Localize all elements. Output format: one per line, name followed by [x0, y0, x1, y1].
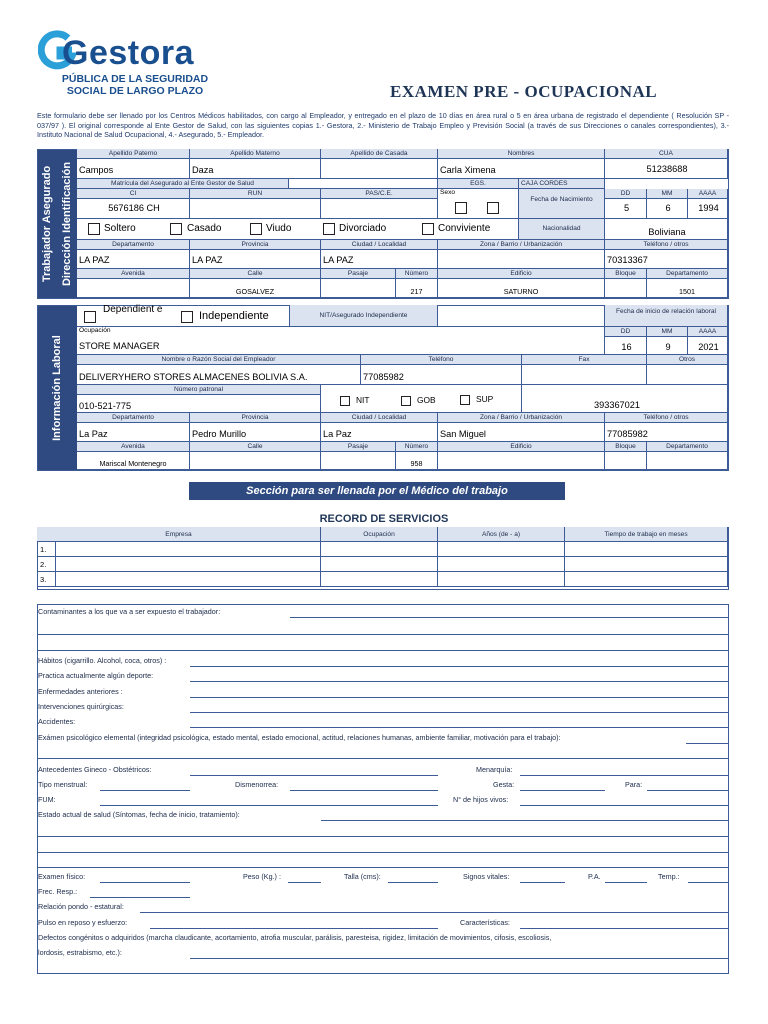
label-enfermedades: Enfermedades anteriores : [38, 687, 123, 696]
checkbox-viudo[interactable] [250, 223, 262, 235]
label-relacion: Relación pondo - estatural: [38, 902, 124, 911]
header-cua: CUA [605, 149, 728, 159]
header-telefono-empleador: Teléfono [361, 355, 522, 365]
label-defectos-2: lordosis, estrabismo, etc.): [38, 948, 122, 957]
header-nacionalidad: Nacionalidad [519, 219, 605, 240]
line-fum[interactable] [100, 805, 438, 806]
label-sup: SUP [476, 394, 494, 404]
field-numero[interactable]: 217 [396, 279, 438, 298]
header-numero: Número [396, 269, 438, 279]
header-edificio: Edificio [438, 269, 605, 279]
field-laboral-departamento[interactable]: La Paz [77, 423, 190, 442]
label-defectos: Defectos congénitos o adquiridos (marcha claudicante, acortamiento, atrofia muscular, parálisis, paresteisa, rigidez, limitación de movimientos, cifosis, escoliosis, [38, 933, 552, 942]
line-estado-salud-4[interactable] [38, 867, 728, 868]
label-menarquia: Menarquía: [476, 765, 513, 774]
label-pa: P.A. [588, 872, 601, 881]
label-pulso: Pulso en reposo y esfuerzo: [38, 918, 128, 927]
record-cell[interactable] [56, 557, 321, 572]
field-telefono-empleador[interactable]: 77085982 [361, 365, 522, 385]
record-cell[interactable] [56, 542, 321, 557]
line-menarquia[interactable] [520, 775, 728, 776]
checkbox-nit[interactable] [340, 396, 350, 406]
record-cell[interactable] [565, 557, 728, 572]
medico-section-banner: Sección para ser llenada por el Médico del trabajo [189, 482, 565, 500]
ocupacion-cell [77, 327, 605, 355]
header-provincia: Provincia [190, 240, 321, 250]
header-pas: PAS/C.E. [321, 189, 438, 199]
header-record-ocupacion: Ocupación [321, 527, 438, 542]
header-caja: CAJA CORDES [519, 179, 605, 189]
header-laboral-zona: Zona / Barrio / Urbanización [438, 413, 605, 423]
field-nac-mm[interactable]: 6 [647, 199, 688, 219]
label-viudo: Viudo [266, 223, 292, 234]
header-laboral-calle: Calle [190, 442, 321, 452]
record-cell[interactable] [438, 542, 565, 557]
field-laboral-calle[interactable] [190, 452, 321, 470]
label-conviviente: Conviviente [438, 223, 491, 234]
line-gineco[interactable] [190, 775, 438, 776]
line-hijos[interactable] [520, 805, 728, 806]
field-apellido-paterno[interactable]: Campos [77, 159, 190, 179]
line-examen-fisico[interactable] [100, 882, 190, 883]
record-row-number: 3. [37, 572, 56, 587]
line-deporte[interactable] [190, 681, 728, 682]
field-telefono[interactable]: 70313367 [605, 250, 728, 269]
label-intervenciones: Intervenciones quirúrgicas: [38, 702, 124, 711]
field-ciudad[interactable]: LA PAZ [321, 250, 438, 269]
field-nacionalidad[interactable]: Boliviana [605, 219, 728, 240]
field-numero-patronal[interactable]: 010-521-775 [77, 395, 321, 413]
header-telefono: Teléfono / otros [605, 240, 728, 250]
label-divorciado: Divorciado [339, 223, 387, 234]
header-laboral-depto: Departamento [647, 442, 728, 452]
header-ciudad: Ciudad / Localidad [321, 240, 438, 250]
field-nac-dd[interactable]: 5 [605, 199, 647, 219]
field-nit-empleador[interactable]: 393367021 [522, 385, 728, 413]
header-ocupacion: Ocupación [79, 327, 111, 334]
header-laboral-numero: Número [396, 442, 438, 452]
header-avenida: Avenida [77, 269, 190, 279]
record-cell[interactable] [565, 542, 728, 557]
header-anios: Años (de - a) [438, 527, 565, 542]
label-nit: NIT [356, 395, 370, 405]
logo-wordmark: Gestora [62, 34, 194, 72]
line-estado-salud-2[interactable] [38, 836, 728, 837]
header-otros: Otros [647, 355, 728, 365]
header-nombres: Nombres [438, 149, 605, 159]
header-ci: CI [77, 189, 190, 199]
field-laboral-ciudad[interactable]: La Paz [321, 423, 438, 442]
label-accidentes: Accidentes: [38, 717, 76, 726]
field-inicio-aaaa[interactable]: 2021 [688, 337, 728, 355]
line-contaminantes-3[interactable] [38, 650, 728, 651]
line-habitos[interactable] [190, 666, 728, 667]
label-casado: Casado [187, 223, 222, 234]
field-provincia[interactable]: LA PAZ [190, 250, 321, 269]
line-dismenorrea[interactable] [290, 790, 438, 791]
header-laboral-pasaje: Pasaje [321, 442, 396, 452]
label-examen-fisico: Examen físico: [38, 872, 86, 881]
label-fum: FUM: [38, 795, 56, 804]
checkbox-independiente[interactable] [181, 311, 193, 323]
label-contaminantes: Contaminantes a los que va a ser expuesto el trabajador: [38, 607, 221, 616]
field-ci[interactable]: 5676186 CH [77, 199, 190, 219]
record-row-number: 1. [37, 542, 56, 557]
header-inicio-mm: MM [647, 327, 688, 337]
header-depto: Departamento [647, 269, 728, 279]
header-inicio-aaaa: AAAA [688, 327, 728, 337]
logo-subtitle: PÚBLICA DE LA SEGURIDAD SOCIAL DE LARGO PLAZO [61, 73, 209, 97]
sexo-checkbox-2[interactable] [487, 202, 499, 214]
header-fax: Fax [522, 355, 647, 365]
field-departamento[interactable]: LA PAZ [77, 250, 190, 269]
record-cell[interactable] [438, 572, 565, 587]
header-sexo: Sexo [440, 189, 456, 196]
field-avenida[interactable] [77, 279, 190, 298]
checkbox-sup[interactable] [460, 395, 470, 405]
sexo-cell [438, 189, 519, 219]
header-run: RUN [190, 189, 321, 199]
field-inicio-dd[interactable]: 16 [605, 337, 647, 355]
field-laboral-numero[interactable]: 958 [396, 452, 438, 470]
line-enfermedades[interactable] [190, 697, 728, 698]
field-pasaje[interactable] [321, 279, 396, 298]
line-temp[interactable] [688, 882, 728, 883]
record-servicios-title: RECORD DE SERVICIOS [319, 513, 449, 525]
record-cell[interactable] [438, 557, 565, 572]
line-relacion[interactable] [140, 912, 728, 913]
header-laboral-edificio: Edificio [438, 442, 605, 452]
label-para: Para: [625, 780, 643, 789]
header-apellido-casada: Apellido de Casada [321, 149, 438, 159]
label-temp: Temp.: [658, 872, 680, 881]
header-zona: Zona / Barrio / Urbanización [438, 240, 605, 250]
line-frec[interactable] [90, 897, 190, 898]
field-laboral-pasaje[interactable] [321, 452, 396, 470]
field-ocupacion[interactable]: STORE MANAGER [79, 341, 160, 351]
line-intervenciones[interactable] [190, 712, 728, 713]
checkbox-conviviente[interactable] [422, 223, 434, 235]
record-row-number: 2. [37, 557, 56, 572]
line-signos[interactable] [520, 882, 565, 883]
header-pasaje: Pasaje [321, 269, 396, 279]
header-calle: Calle [190, 269, 321, 279]
field-laboral-telefono[interactable]: 77085982 [605, 423, 728, 442]
header-tiempo: Tiempo de trabajo en meses [565, 527, 728, 542]
header-fecha-inicio: Fecha de inicio de relación laboral [605, 305, 728, 327]
line-contaminantes[interactable] [290, 617, 728, 618]
header-laboral-telefono: Teléfono / otros [605, 413, 728, 423]
field-nombres[interactable]: Carla Ximena [438, 159, 605, 179]
field-zona[interactable] [438, 250, 605, 269]
sexo-checkbox-1[interactable] [455, 202, 467, 214]
intro-text: Este formulario debe ser llenado por los Centros Médicos habilitados, con cargo al Empleador, y entregado en el plazo de 10 días en área rural o 5 en área urbana de registrado el dependiente ( Resolución SP - 037/97 ). El original corresponde al Ente Gestor de Salud, con las siguientes copias 1.- Gestora, 2.- Ministerio de Trabajo Empleo y Previsión Social (a través de sus Direcciones o canales correspondientes), 3.- Instituto Nacional de Salud Ocupacional, 4.- Asegurado, 5.- Empleador. [37, 111, 729, 139]
checkbox-gob[interactable] [401, 396, 411, 406]
label-talla: Talla (cms): [344, 872, 381, 881]
record-cell[interactable] [321, 542, 438, 557]
line-gesta[interactable] [520, 790, 605, 791]
label-habitos: Hábitos (cigarrillo. Alcohol, coca, otros) : [38, 656, 167, 665]
line-talla[interactable] [388, 882, 438, 883]
header-empresa: Empresa [37, 527, 321, 542]
field-apellido-materno[interactable]: Daza [190, 159, 321, 179]
header-nac-mm: MM [647, 189, 688, 199]
label-psicologico: Exámen psicológico elemental (integridad psicológica, estado mental, estado emocional, actitud, relaciones humanas, ambiente familiar, motivación para el trabajo): [38, 733, 561, 742]
header-laboral-ciudad: Ciudad / Localidad [321, 413, 438, 423]
line-tipo-menstrual[interactable] [100, 790, 190, 791]
label-hijos: N° de hijos vivos: [453, 795, 509, 804]
label-gesta: Gesta: [493, 780, 515, 789]
field-apellido-casada[interactable] [321, 159, 438, 179]
line-psicologico[interactable] [686, 743, 728, 744]
header-inicio-dd: DD [605, 327, 647, 337]
line-defectos[interactable] [190, 958, 728, 959]
field-cua[interactable]: 51238688 [605, 159, 728, 179]
checkbox-dependiente[interactable] [84, 311, 96, 323]
line-caracteristicas[interactable] [520, 928, 728, 929]
line-pulso[interactable] [150, 928, 438, 929]
header-nac-aaaa: AAAA [688, 189, 728, 199]
field-matricula[interactable] [289, 179, 438, 189]
header-numero-patronal: Número patronal [77, 385, 321, 395]
side-label-laboral: Información Laboral [37, 305, 77, 470]
field-pas[interactable] [321, 199, 438, 219]
header-apellido-paterno: Apellido Paterno [77, 149, 190, 159]
field-laboral-avenida[interactable]: Mariscal Montenegro [77, 452, 190, 470]
line-estado-salud[interactable] [321, 820, 728, 821]
header-laboral-bloque: Bloque [605, 442, 647, 452]
label-deporte: Practica actualmente algún deporte: [38, 671, 154, 680]
field-calle[interactable]: GOSALVEZ [190, 279, 321, 298]
label-signos: Signos vitales: [463, 872, 510, 881]
field-laboral-provincia[interactable]: Pedro Murillo [190, 423, 321, 442]
record-cell[interactable] [321, 557, 438, 572]
label-frec: Frec. Resp.: [38, 887, 78, 896]
header-laboral-departamento: Departamento [77, 413, 190, 423]
field-bloque[interactable] [605, 279, 647, 298]
line-psicologico-2[interactable] [38, 758, 728, 759]
label-soltero: Soltero [104, 223, 136, 234]
field-run[interactable] [190, 199, 321, 219]
field-nit-independiente[interactable] [438, 305, 605, 327]
label-tipo-menstrual: Tipo menstrual: [38, 780, 88, 789]
header-laboral-provincia: Provincia [190, 413, 321, 423]
field-laboral-bloque[interactable] [605, 452, 647, 470]
label-gob: GOB [417, 395, 436, 405]
line-para[interactable] [647, 790, 728, 791]
checkbox-casado[interactable] [170, 223, 182, 235]
label-gineco: Antecedentes Gineco - Obstétricos: [38, 765, 152, 774]
record-cell[interactable] [56, 572, 321, 587]
header-egs: EGS. [438, 179, 519, 189]
label-dismenorrea: Dismenorrea: [235, 780, 279, 789]
document-title: EXAMEN PRE - OCUPACIONAL [390, 82, 658, 101]
line-peso[interactable] [288, 882, 321, 883]
header-departamento: Departamento [77, 240, 190, 250]
line-pa[interactable] [605, 882, 647, 883]
checkbox-divorciado[interactable] [323, 223, 335, 235]
label-peso: Peso (Kg.) : [243, 872, 281, 881]
field-edificio[interactable]: SATURNO [438, 279, 605, 298]
line-contaminantes-2[interactable] [38, 634, 728, 635]
field-laboral-edificio[interactable] [438, 452, 605, 470]
record-cell[interactable] [321, 572, 438, 587]
label-caracteristicas: Características: [460, 918, 510, 927]
label-dependiente: Dependient e [103, 304, 163, 315]
side-label-direccion: Dirección Identificación [57, 149, 77, 298]
label-estado-salud: Estado actual de salud (Síntomas, fecha de inicio, tratamiento): [38, 810, 240, 819]
label-independiente: Independiente [199, 310, 269, 322]
header-nac-dd: DD [605, 189, 647, 199]
field-laboral-zona[interactable]: San Miguel [438, 423, 605, 442]
header-nit-independiente: NIT/Asegurado Independiente [290, 305, 438, 327]
header-razon-social: Nombre o Razón Social del Empleador [77, 355, 361, 365]
header-fecha-nacimiento: Fecha de Nacimiento [519, 189, 605, 219]
field-laboral-depto[interactable] [647, 452, 728, 470]
header-apellido-materno: Apellido Materno [190, 149, 321, 159]
field-otros[interactable] [647, 365, 728, 385]
header-laboral-avenida: Avenida [77, 442, 190, 452]
checkbox-soltero[interactable] [88, 223, 100, 235]
record-cell[interactable] [565, 572, 728, 587]
field-inicio-mm[interactable]: 9 [647, 337, 688, 355]
field-depto[interactable]: 1501 [647, 279, 728, 298]
header-bloque: Bloque [605, 269, 647, 279]
line-accidentes[interactable] [190, 727, 728, 728]
side-label-asegurado: Trabajador Asegurado [37, 149, 57, 298]
field-nac-aaaa[interactable]: 1994 [688, 199, 728, 219]
field-fax[interactable] [522, 365, 647, 385]
field-razon-social[interactable]: DELIVERYHERO STORES ALMACENES BOLIVIA S.A. [77, 365, 361, 385]
line-estado-salud-3[interactable] [38, 852, 728, 853]
header-matricula: Matrícula del Asegurado al Ente Gestor de Salud [77, 179, 289, 189]
